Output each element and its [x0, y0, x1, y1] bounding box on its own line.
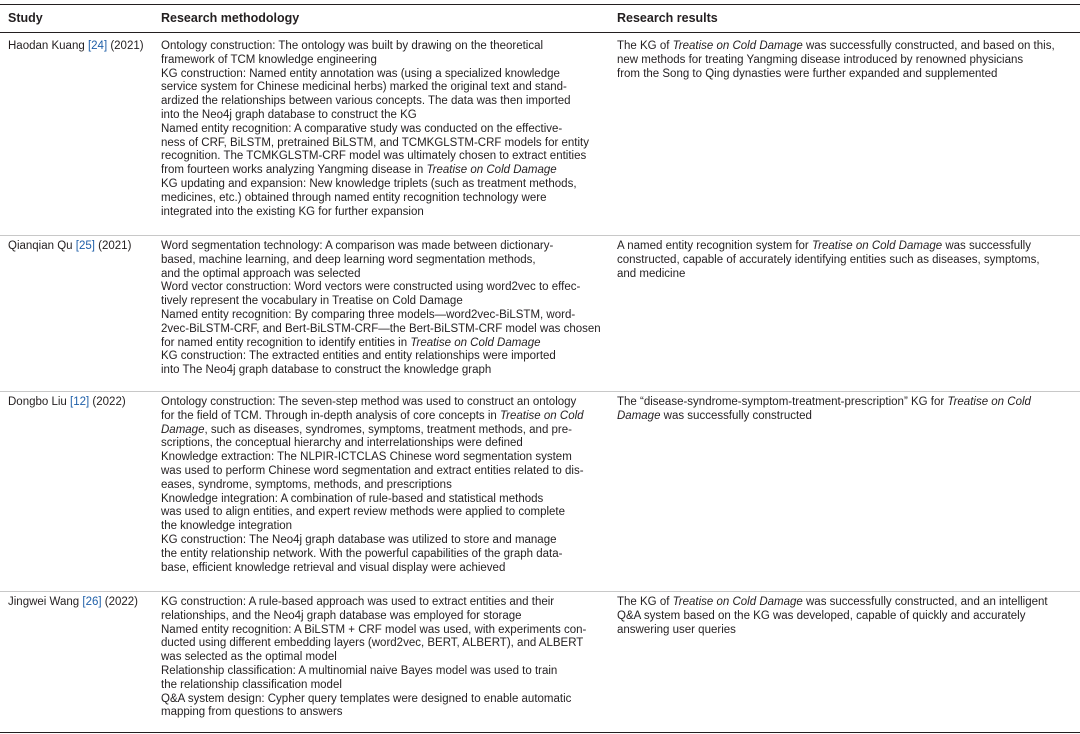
results-cell [617, 596, 1072, 637]
results-line: new methods for treating Yangming disease introduced by renowned physicians [617, 53, 1024, 66]
results-line: Damage was successfully constructed [617, 409, 812, 422]
results-line: Q&A system based on the KG was developed, capable of quickly and accurately [617, 609, 1026, 622]
methodology-line: scriptions, the conceptual hierarchy and interrelationships were defined [161, 437, 523, 450]
methodology-line: mapping from questions to answers [161, 706, 343, 719]
citation-link[interactable]: 26 [85, 596, 99, 608]
results-line: answering user queries [617, 623, 736, 636]
methodology-line: ness of CRF, BiLSTM, pretrained BiLSTM, and TCMKGLSTM-CRF models for entity [161, 136, 589, 149]
study-author: Dongbo Liu [8, 396, 71, 408]
study-cell [8, 596, 158, 610]
results-line: The “disease-syndrome-symptom-treatment-prescription” KG for Treatise on Cold [617, 396, 1031, 408]
study-year: (2021) [94, 240, 132, 252]
citation-link[interactable]: 25 [78, 240, 92, 252]
methodology-line: Ontology construction: The seven-step method was used to construct an ontology [161, 396, 577, 408]
methodology-line: for named entity recognition to identify entities in Treatise on Cold Damage [161, 336, 541, 349]
header-study: Study [8, 11, 43, 25]
header-methodology: Research methodology [161, 11, 300, 25]
methodology-line: into The Neo4j graph database to construct the knowledge graph [161, 364, 492, 377]
methodology-line: the relationship classification model [161, 678, 342, 691]
results-line: The KG of Treatise on Cold Damage was successfully constructed, and an intelligent [617, 596, 1048, 608]
methodology-cell [161, 40, 606, 219]
results-cell [617, 396, 1072, 424]
citation-bracket-close[interactable]: ] [91, 240, 95, 252]
study-year: (2022) [89, 396, 126, 408]
citation-link[interactable]: 24 [91, 40, 104, 52]
results-line: and medicine [617, 267, 686, 280]
results-line: constructed, capable of accurately identifying entities such as diseases, symptoms, [617, 253, 1040, 266]
study-cell [8, 396, 158, 410]
methodology-line: framework of TCM knowledge engineering [161, 53, 377, 66]
methodology-line: Word segmentation technology: A comparison was made between dictionary- [161, 240, 554, 252]
row-separator [0, 391, 1080, 392]
citation-bracket-open[interactable]: [ [82, 596, 86, 608]
methodology-line: Knowledge integration: A combination of rule-based and statistical methods [161, 492, 544, 505]
methodology-line: integrated into the existing KG for further expansion [161, 205, 424, 218]
methodology-line: the entity relationship network. With the powerful capabilities of the graph data- [161, 547, 563, 560]
methodology-line: Named entity recognition: By comparing three models—word2vec-BiLSTM, word- [161, 308, 576, 321]
methodology-cell [161, 596, 606, 720]
methodology-line: relationships, and the Neo4j graph database was employed for storage [161, 609, 522, 622]
study-year: (2021) [107, 40, 144, 52]
methodology-line: KG construction: A rule-based approach was used to extract entities and their [161, 596, 555, 608]
results-cell [617, 40, 1072, 81]
bottom-rule [0, 732, 1080, 733]
methodology-line: based, machine learning, and deep learning word segmentation methods, [161, 253, 536, 266]
methodology-line: Word vector construction: Word vectors were constructed using word2vec to effec- [161, 281, 581, 294]
methodology-line: recognition. The TCMKGLSTM-CRF model was ultimately chosen to extract entities [161, 150, 587, 163]
methodology-line: Named entity recognition: A comparative study was conducted on the effective- [161, 122, 563, 135]
citation-link[interactable]: 12 [73, 396, 87, 408]
methodology-line: Q&A system design: Cypher query templates were designed to enable automatic [161, 692, 572, 705]
study-cell [8, 40, 158, 54]
methodology-line: from fourteen works analyzing Yangming disease in Treatise on Cold Damage [161, 164, 557, 177]
study-author: Haodan Kuang [8, 40, 88, 52]
methodology-line: KG construction: Named entity annotation was (using a specialized knowledge [161, 67, 560, 80]
results-cell [617, 240, 1072, 281]
methodology-line: into the Neo4j graph database to construct the KG [161, 108, 417, 121]
study-author: Jingwei Wang [8, 596, 83, 608]
methodology-line: KG construction: The extracted entities and entity relationships were imported [161, 350, 556, 363]
methodology-line: was used to perform Chinese word segmentation and extract entities related to dis- [161, 464, 584, 477]
methodology-line: was used to align entities, and expert review methods were applied to complete [161, 506, 566, 519]
methodology-line: KG updating and expansion: New knowledge triplets (such as treatment methods, [161, 177, 577, 190]
citation-bracket-close[interactable]: ] [86, 396, 90, 408]
results-line: from the Song to Qing dynasties were further expanded and supplemented [617, 67, 998, 80]
row-separator [0, 591, 1080, 592]
methodology-line: service system for Chinese medicinal herbs) marked the original text and stand- [161, 81, 567, 94]
methodology-line: base, efficient knowledge retrieval and visual display were achieved [161, 561, 506, 574]
methodology-line: was selected as the optimal model [161, 651, 337, 664]
methodology-line: Knowledge extraction: The NLPIR-ICTCLAS Chinese word segmentation system [161, 451, 572, 464]
study-author: Qianqian Qu [8, 240, 76, 252]
citation-bracket-close[interactable]: ] [98, 596, 102, 608]
methodology-cell [161, 240, 606, 378]
citation-bracket-close[interactable]: ] [103, 40, 108, 52]
citation-bracket-open[interactable]: [ [75, 240, 79, 252]
methodology-line: ardized the relationships between various concepts. The data was then imported [161, 95, 571, 108]
methodology-line: for the field of TCM. Through in-depth analysis of core concepts in Treatise on Cold [161, 409, 584, 422]
study-year: (2022) [101, 596, 138, 608]
methodology-line: Damage, such as diseases, syndromes, symptoms, treatment methods, and pre- [161, 423, 572, 436]
methodology-line: 2vec-BiLSTM-CRF, and Bert-BiLSTM-CRF—the Bert-BiLSTM-CRF model was chosen [161, 322, 601, 335]
methodology-line: KG construction: The Neo4j graph database was utilized to store and manage [161, 533, 557, 546]
methodology-cell [161, 396, 606, 575]
top-rule [0, 4, 1080, 5]
methodology-line: Named entity recognition: A BiLSTM + CRF model was used, with experiments con- [161, 623, 587, 636]
methodology-line: Relationship classification: A multinomial naive Bayes model was used to train [161, 664, 558, 677]
methodology-line: Ontology construction: The ontology was built by drawing on the theoretical [161, 40, 544, 52]
methodology-line: medicines, etc.) obtained through named entity recognition technology were [161, 191, 547, 204]
methodology-line: ducted using different embedding layers (word2vec, BERT, ALBERT), and ALBERT [161, 637, 584, 650]
methodology-line: eases, syndrome, symptoms, methods, and prescriptions [161, 478, 452, 491]
row-separator [0, 235, 1080, 236]
study-cell [8, 240, 158, 254]
header-rule [0, 32, 1080, 33]
results-line: The KG of Treatise on Cold Damage was successfully constructed, and based on this, [617, 40, 1055, 52]
citation-bracket-open[interactable]: [ [87, 40, 92, 52]
methodology-line: tively represent the vocabulary in Treatise on Cold Damage [161, 295, 463, 308]
results-line: A named entity recognition system for Treatise on Cold Damage was successfully [617, 240, 1031, 252]
methodology-line: the knowledge integration [161, 520, 293, 533]
citation-bracket-open[interactable]: [ [70, 396, 74, 408]
header-results: Research results [617, 11, 718, 25]
methodology-line: and the optimal approach was selected [161, 267, 361, 280]
